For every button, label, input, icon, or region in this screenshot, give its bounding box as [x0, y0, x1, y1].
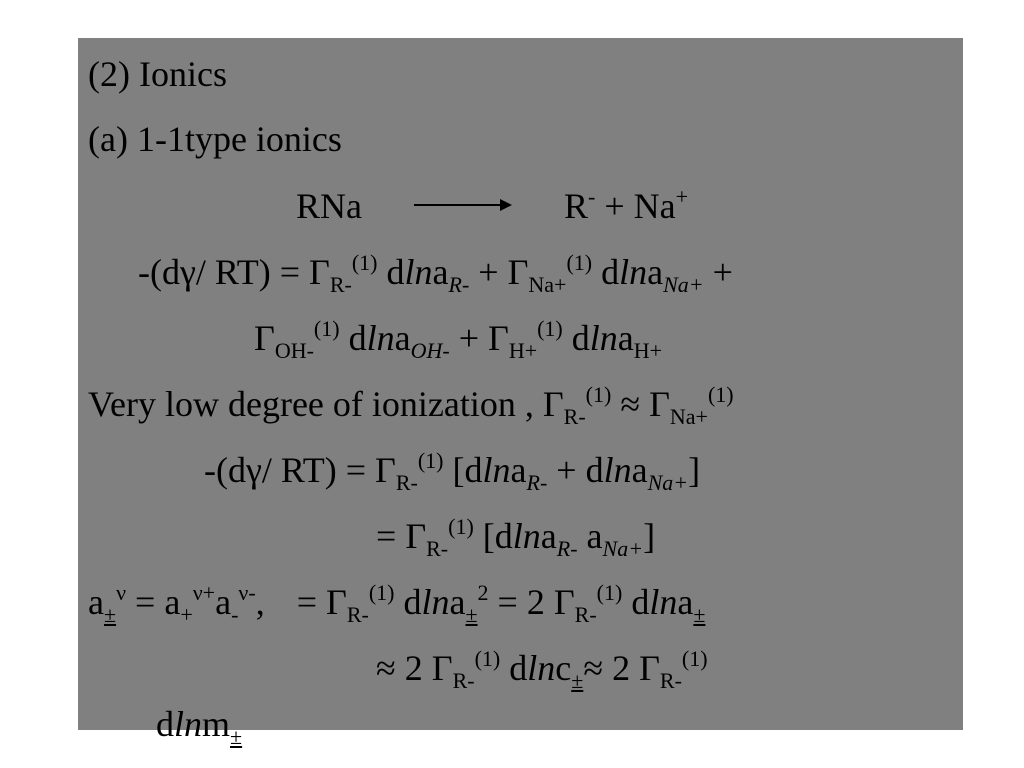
- subheading: (a) 1-1type ionics: [88, 119, 342, 159]
- approximation-line: ≈ 2 $\Gamma_{R-}^{(1)}$ dlnc$_\pm$≈ 2 $\Gamma_{R-}^{(1)}$: [376, 646, 708, 693]
- product-anion: R: [564, 186, 589, 226]
- molality-term: dlnm$_\pm$: [156, 704, 243, 749]
- gibbs-equation-line-4: = $\Gamma_{R-}^{(1)}$ [dlna$_{R-}$ $a_{Na+}$]: [376, 514, 656, 561]
- product-cation: Na: [633, 186, 676, 226]
- mean-activity-equation: $a_\pm^\nu = a_+^{\nu+}a_-^{\nu-}$, = $\Gamma_{R-}^{(1)}$ dlna$_\pm^2$ = 2 $\Gamma_{R-}^{(1)}$ dlna$_\pm$: [88, 580, 706, 627]
- arrow-right-icon: [414, 204, 510, 206]
- gibbs-equation-line-2: $\Gamma_{OH-}^{(1)}$ $dlna_{OH-} + \Gamma_{H+}^{(1)}$ dlna$_{H+}$: [254, 316, 663, 363]
- ionization-note: Very low degree of ionization , $\Gamma_{R-}^{(1)} \approx \Gamma_{Na+}^{(1)}$: [88, 382, 734, 429]
- gibbs-equation-line-3: -(dγ/ $RT) = \Gamma_{R-}^{(1)}$ [dlna$_{R-}$ + dlna$_{Na+}$]: [204, 448, 701, 495]
- heading: (2) Ionics: [88, 54, 227, 94]
- reaction-equation: RNa R- + Na+: [296, 184, 689, 226]
- reactant: RNa: [296, 186, 362, 226]
- gibbs-equation-line-1: -(dγ/ $RT) = \Gamma_{R-}^{(1)}$ $dlna_{R-} + \Gamma_{Na+}^{(1)}$ dlna$_{Na+}$ +: [138, 250, 733, 297]
